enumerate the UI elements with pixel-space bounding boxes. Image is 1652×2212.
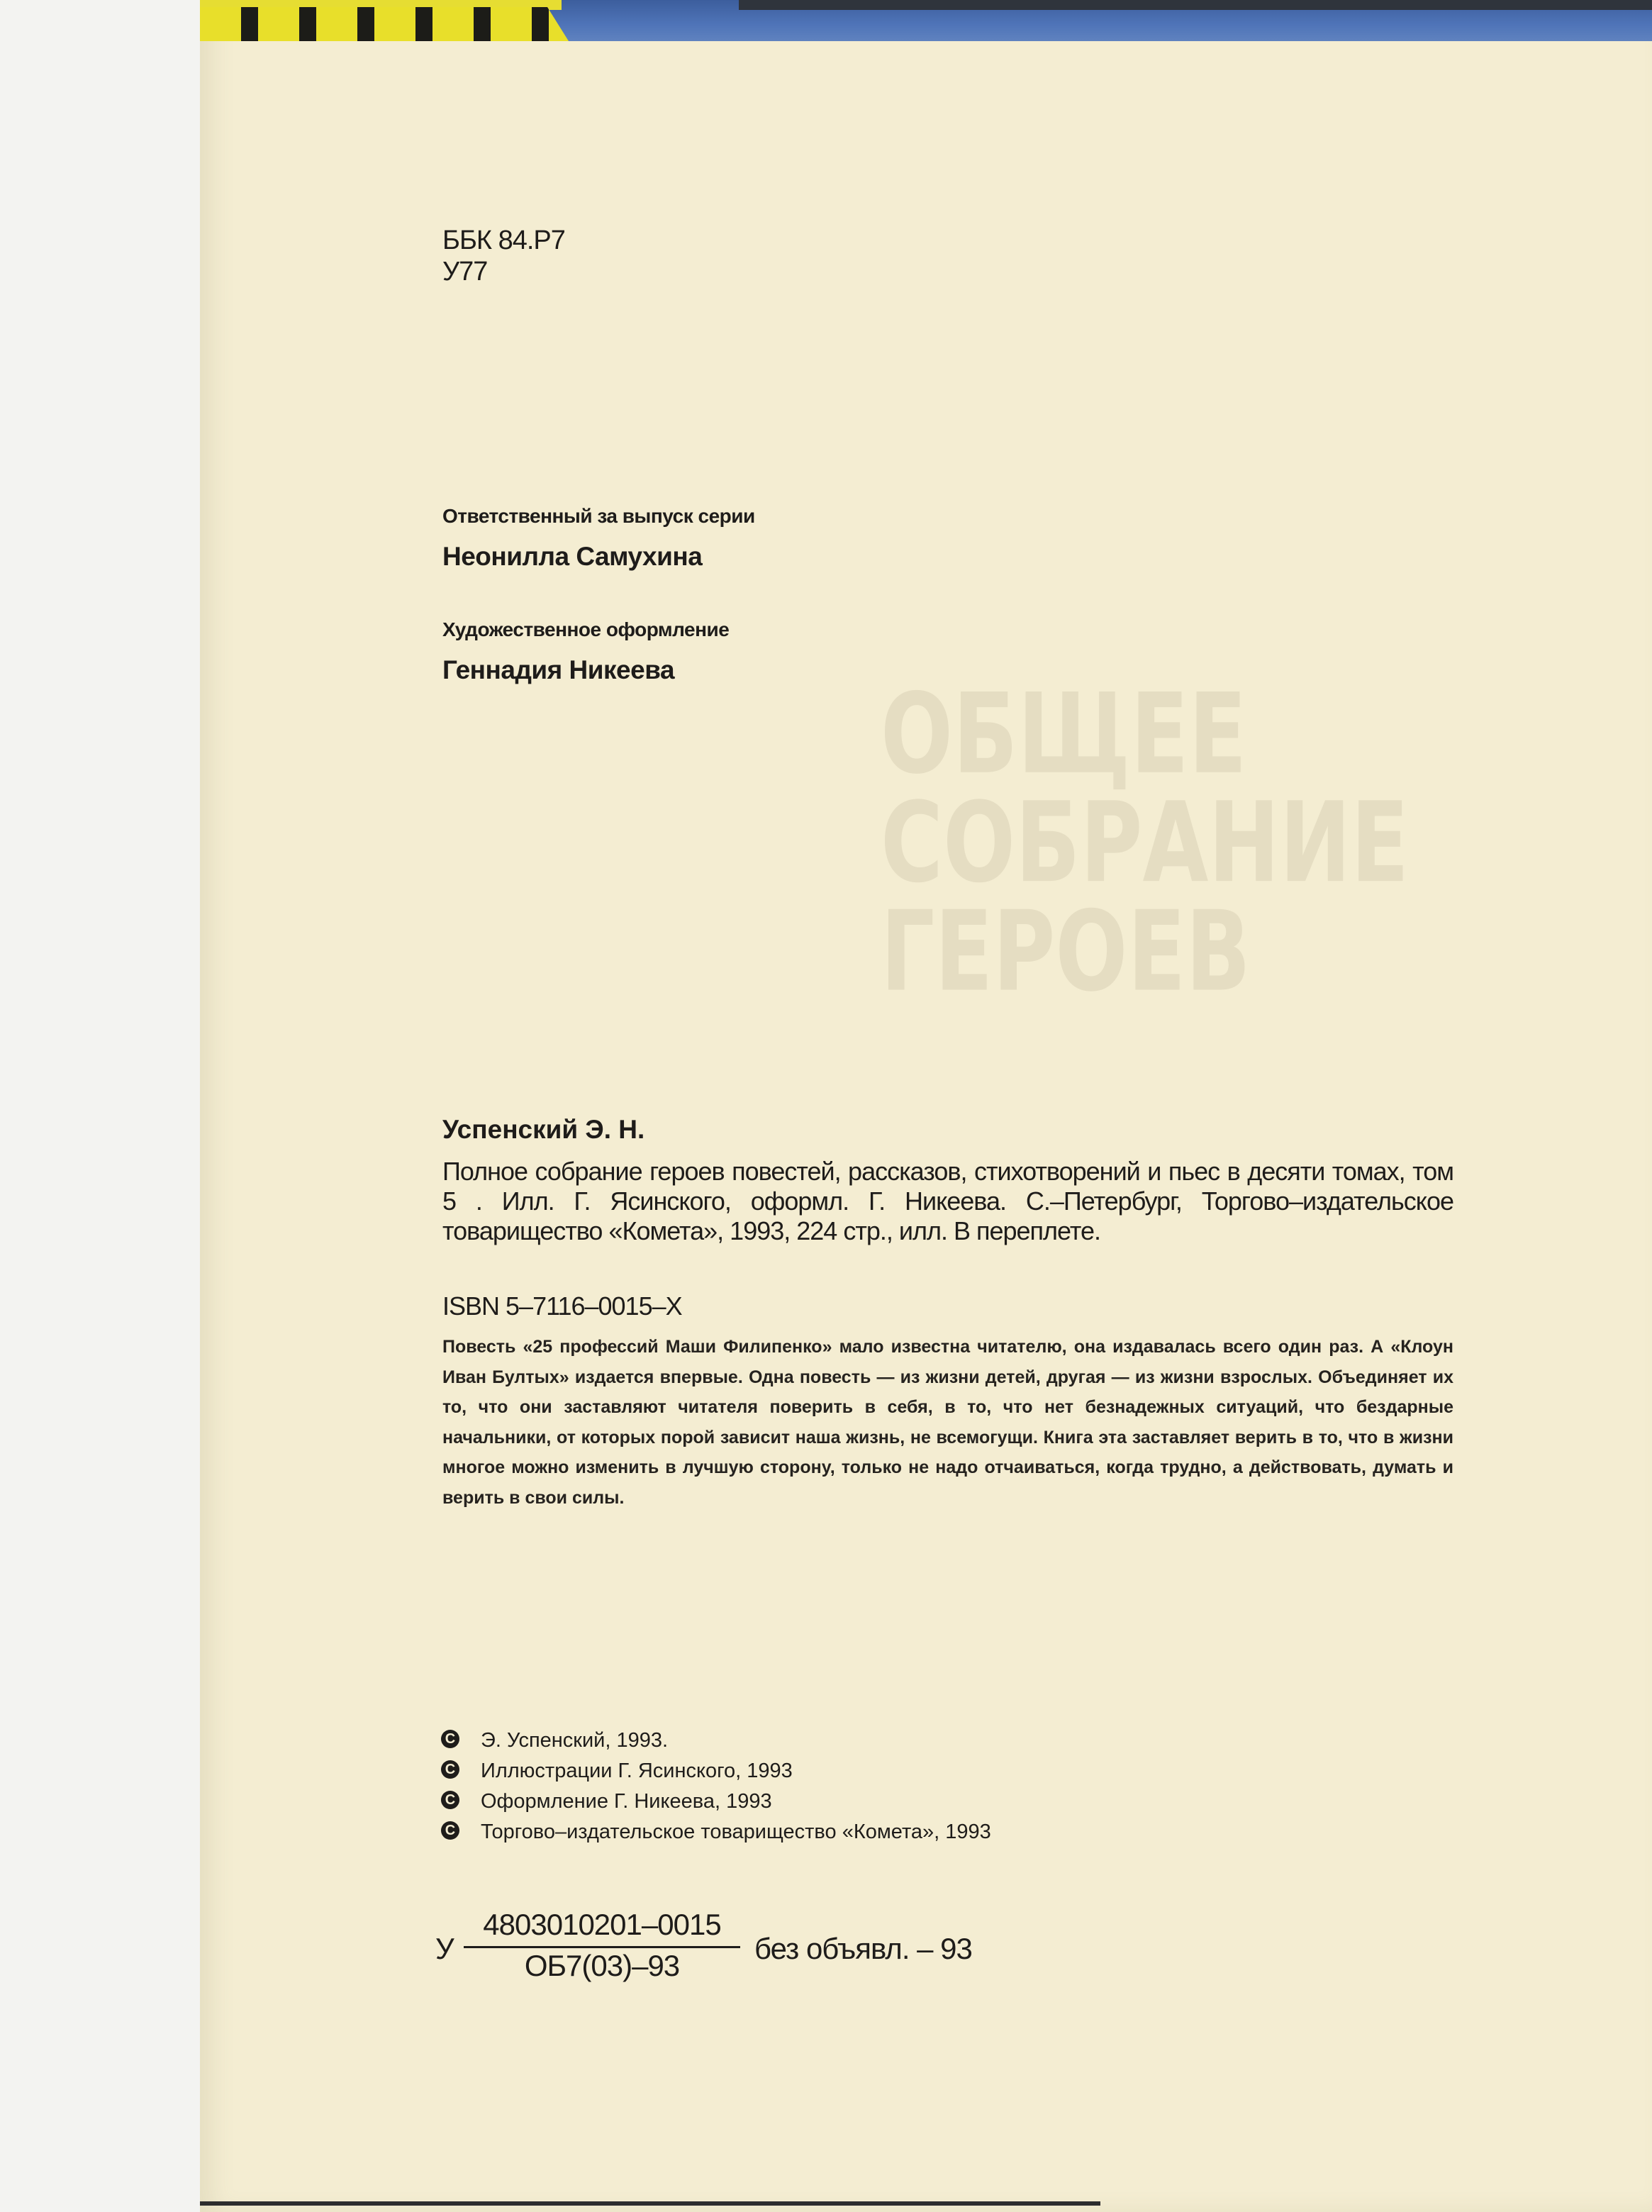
series-editor-label: Ответственный за выпуск серии [442, 505, 755, 527]
series-editor-name: Неонилла Самухина [442, 542, 703, 571]
copyright-icon: C [441, 1730, 459, 1748]
copyright-icon: C [441, 1760, 459, 1779]
annotation-paragraph: Повесть «25 профессий Маши Филипенко» мало известна читателю, она издавалась всего один раз. А «Клоун Иван Бултых» издается впервые. Одна повесть — из жизни детей, другая — из жизни взрослых. Объединяет их то, что они заставляют читателя поверить в себя, в то, что нет безнадежных ситуаций, что бездарные начальники, от которых порой зависит наша жизнь, не всемогущи. Книга эта заставляет верить в то, что в жизни многое можно изменить в лучшую сторону, только не надо отчаиваться, когда трудно, а действовать, думать и верить в свои силы. [442, 1337, 1453, 1508]
bbk-code: ББК 84.Р7 [442, 226, 565, 255]
copyright-line [441, 1760, 793, 1783]
isbn: ISBN 5–7116–0015–X [442, 1291, 682, 1321]
book-page [200, 0, 1652, 2212]
publisher-code-tail: без объявл. – 93 [754, 1932, 972, 1965]
copyright-text: Торгово–издательское товарищество «Комета», 1993 [481, 1821, 991, 1843]
copyright-text: Оформление Г. Никеева, 1993 [481, 1790, 772, 1813]
publisher-code [435, 1908, 1003, 1986]
copyright-icon: C [441, 1821, 459, 1840]
design-label: Художественное оформление [442, 618, 730, 640]
cover-edge-dark [739, 0, 1652, 10]
bottom-rule [200, 2201, 1100, 2206]
copyright-icon: C [441, 1791, 459, 1809]
copyright-line [441, 1821, 991, 1844]
cover-edge-checker [200, 7, 569, 41]
bibliographic-description [442, 1157, 1453, 1246]
copyright-text: Иллюстрации Г. Ясинского, 1993 [481, 1760, 793, 1782]
publisher-code-letter: У [435, 1932, 454, 1965]
copyright-line [441, 1729, 668, 1752]
author-heading: Успенский Э. Н. [442, 1115, 645, 1144]
author-mark: У77 [442, 257, 488, 287]
bleed-through-title: ОБЩЕЕ СОБРАНИЕ ГЕРОЕВ [881, 670, 1410, 1017]
cover-edge-strip [200, 0, 1652, 41]
publisher-code-numerator: 4803010201–0015 [483, 1908, 721, 1941]
copyright-text: Э. Успенский, 1993. [481, 1729, 669, 1752]
copyright-line [441, 1790, 772, 1813]
bibliographic-text: Полное собрание героев повестей, рассказов, стихотворений и пьес в десяти томах, том 5 . Илл. Г. Ясинского, оформл. Г. Никеева. С.–Петербург, Торгово–издательское товарищество «Комета», 1993, 224 стр., илл. В переплете. [442, 1157, 1453, 1245]
design-name: Геннадия Никеева [442, 655, 675, 684]
fraction-bar [464, 1946, 740, 1948]
publisher-code-denominator: ОБ7(03)–93 [524, 1949, 680, 1982]
